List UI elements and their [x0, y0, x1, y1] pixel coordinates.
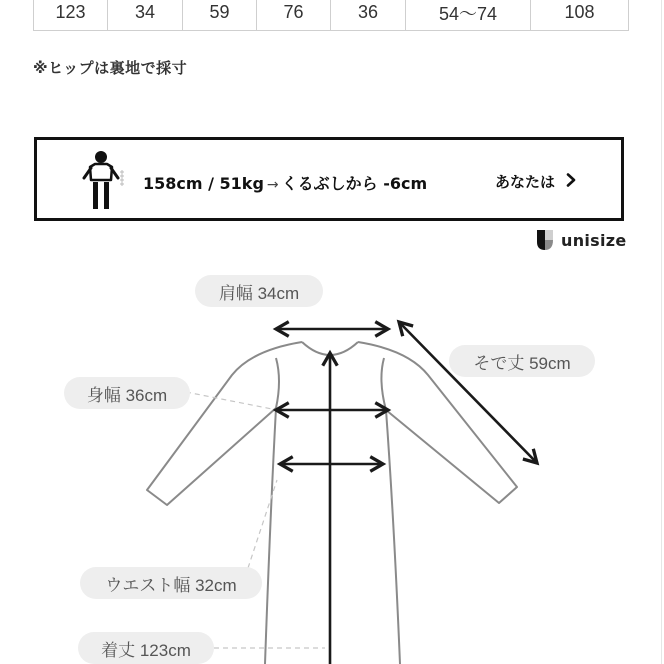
your-size-link-label: あなたは: [495, 173, 556, 191]
size-cell-shoulder: 34: [108, 0, 183, 31]
waist-width-label: ウエスト幅 32cm: [80, 567, 262, 599]
size-table-row: [34, 0, 629, 31]
chest-width-label: 身幅 36cm: [64, 377, 190, 409]
dress-outline-icon: [0, 250, 664, 664]
person-height-icon: [81, 150, 127, 212]
arrow-right-icon: →: [266, 177, 279, 193]
unisize-logo-icon: [535, 229, 555, 251]
total-length-label: 着丈 123cm: [78, 632, 214, 664]
garment-measurement-diagram: [0, 250, 664, 664]
unisize-brand[interactable]: [535, 229, 627, 251]
hip-measurement-note: ※ヒップは裏地で採寸: [33, 59, 188, 77]
your-size-link[interactable]: [495, 171, 576, 192]
shoulder-width-label: 肩幅 34cm: [195, 275, 323, 307]
fit-recommendation-banner[interactable]: [34, 137, 624, 221]
size-table: [33, 0, 629, 31]
size-cell-length: 123: [34, 0, 108, 31]
size-cell-hip: 108: [531, 0, 629, 31]
sleeve-length-label: そで丈 59cm: [449, 345, 595, 377]
size-cell-chest: 36: [331, 0, 406, 31]
fit-result: くるぶしから -6cm: [281, 174, 428, 193]
sleeve-length-arrow: [399, 322, 537, 463]
body-measurements: 158cm / 51kg: [143, 174, 264, 193]
size-cell-sleeve: 59: [183, 0, 257, 31]
size-cell-waist: 54〜74: [406, 0, 531, 31]
unisize-label: unisize: [561, 230, 627, 250]
fit-summary-text: [143, 171, 427, 194]
chevron-right-icon: [566, 173, 576, 187]
size-cell-bust: 76: [257, 0, 331, 31]
